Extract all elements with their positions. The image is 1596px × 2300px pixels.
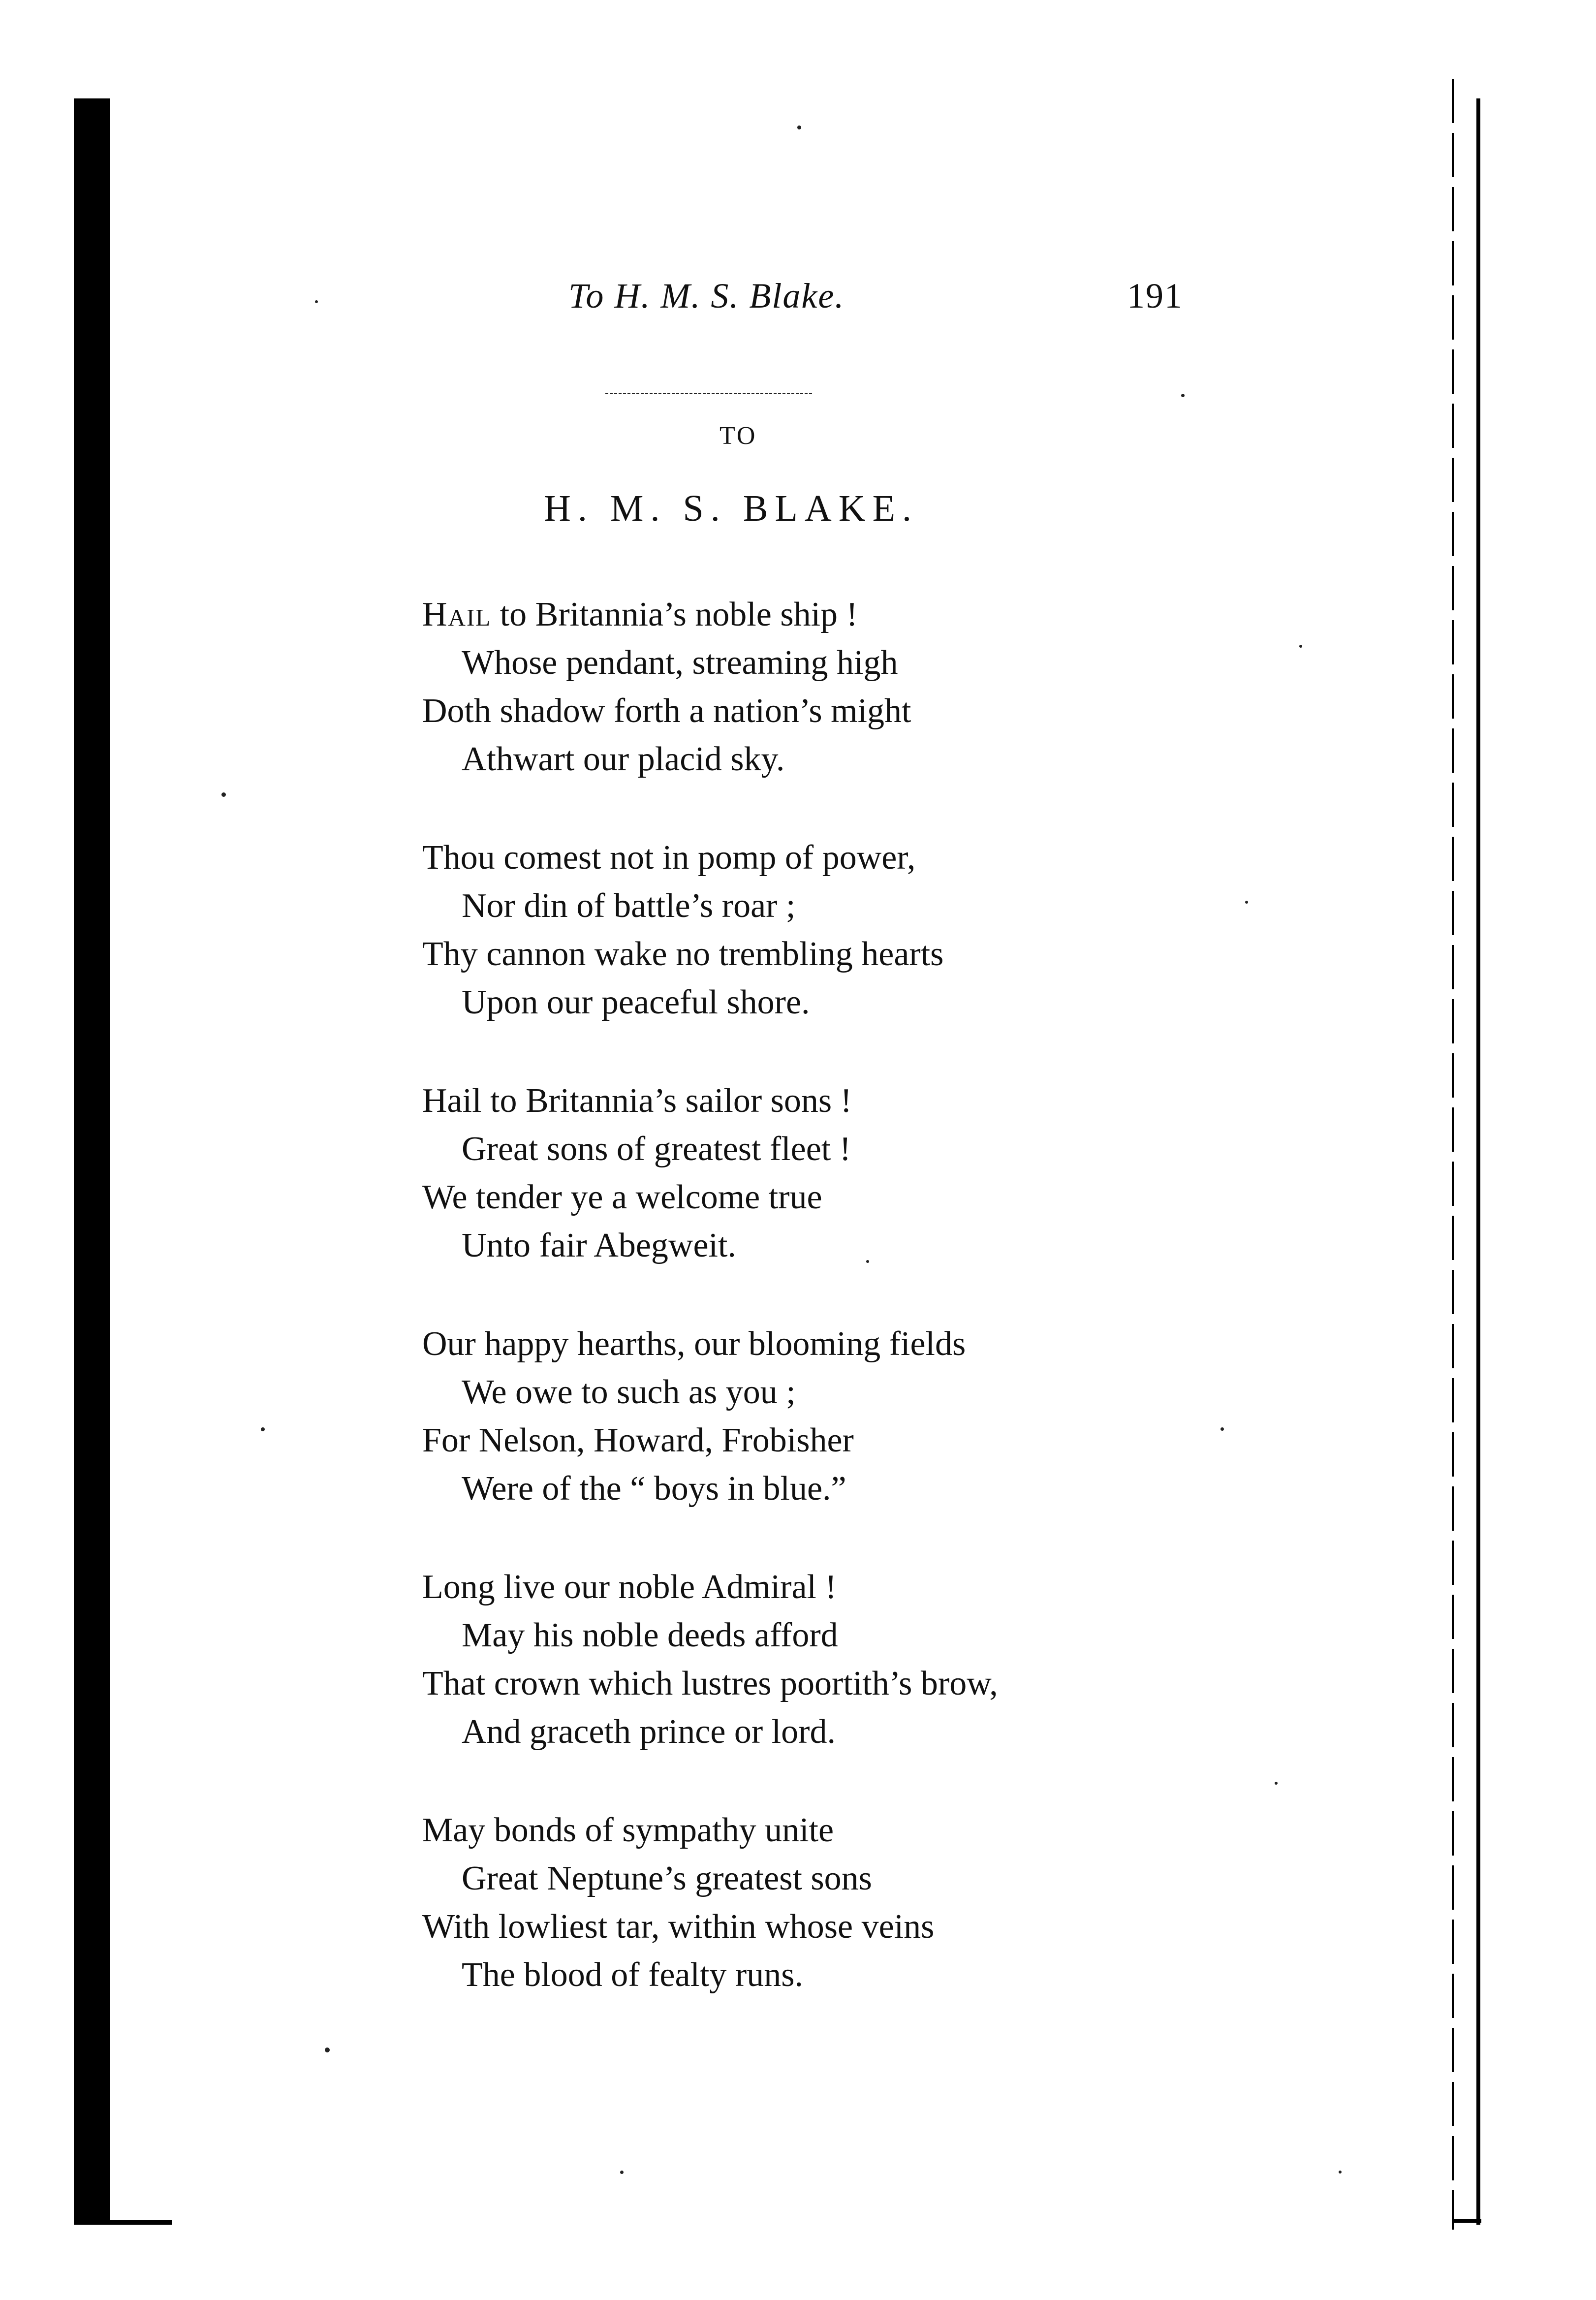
poem-line: Great sons of greatest fleet ! xyxy=(462,1130,851,1168)
stanza xyxy=(422,591,1160,784)
scan-speck xyxy=(797,126,801,129)
scan-speck xyxy=(1275,1782,1278,1785)
scan-speck xyxy=(866,1260,869,1263)
poem-line: Great Neptune’s greatest sons xyxy=(462,1859,872,1897)
poem-line: Hail to Britannia’s sailor sons ! xyxy=(422,1082,852,1120)
stanza xyxy=(422,1806,1160,1999)
poem-line: Were of the “ boys in blue.” xyxy=(462,1470,846,1508)
poem-line: Long live our noble Admiral ! xyxy=(422,1568,837,1606)
header-ornament-rule xyxy=(605,393,812,397)
scan-speck xyxy=(1220,1427,1224,1431)
poem-line: Thou comest not in pomp of power, xyxy=(422,839,916,877)
poem-line: Thy cannon wake no trembling hearts xyxy=(422,935,944,973)
scan-speck xyxy=(1299,645,1302,648)
stanza xyxy=(422,1320,1160,1513)
binding-shadow-left xyxy=(74,98,110,2225)
scan-speck xyxy=(325,2048,330,2052)
scan-speck xyxy=(315,300,318,303)
poem-line: Upon our peaceful shore. xyxy=(462,983,810,1021)
poem-line: And graceth prince or lord. xyxy=(462,1713,836,1751)
poem-line: For Nelson, Howard, Frobisher xyxy=(422,1421,854,1459)
poem-line xyxy=(422,591,1160,639)
poem-line: Nor din of battle’s roar ; xyxy=(462,887,796,925)
poem-line: Doth shadow forth a nation’s might xyxy=(422,692,911,730)
scan-speck xyxy=(620,2171,624,2174)
scan-speck xyxy=(221,792,226,797)
binding-shadow-foot xyxy=(74,2220,172,2225)
page-number: 191 xyxy=(1127,276,1183,315)
scan-speck xyxy=(261,1427,265,1431)
poem-line: Whose pendant, streaming high xyxy=(462,644,898,682)
poem-line: That crown which lustres poortith’s brow, xyxy=(422,1665,998,1702)
scan-speck xyxy=(1245,901,1248,904)
poem-line: Unto fair Abegweit. xyxy=(462,1227,736,1264)
poem-opening-word: Hail xyxy=(422,596,492,633)
scan-speck xyxy=(1181,394,1185,397)
poem-line: We owe to such as you ; xyxy=(462,1373,796,1411)
stanza xyxy=(422,834,1160,1027)
poem-body xyxy=(422,591,1160,2049)
poem-line-text: to Britannia’s noble ship ! xyxy=(491,596,858,633)
poem-line: We tender ye a welcome true xyxy=(422,1178,822,1216)
poem-heading-pre: TO xyxy=(720,422,757,450)
poem-line: With lowliest tar, within whose veins xyxy=(422,1908,935,1946)
page-edge-foot xyxy=(1452,2219,1481,2223)
poem-title: H. M. S. BLAKE. xyxy=(544,488,919,529)
running-title: To H. M. S. Blake. xyxy=(568,276,845,315)
page-edge-border xyxy=(1476,98,1480,2225)
poem-line: May his noble deeds afford xyxy=(462,1616,838,1654)
poem-line: May bonds of sympathy unite xyxy=(422,1811,834,1849)
poem-line: Athwart our placid sky. xyxy=(462,740,785,778)
scan-speck xyxy=(1339,2171,1342,2174)
poem-line: The blood of fealty runs. xyxy=(462,1956,803,1994)
stanza xyxy=(422,1077,1160,1270)
poem-line: Our happy hearths, our blooming fields xyxy=(422,1325,966,1363)
page-edge-rule xyxy=(1452,79,1454,2230)
stanza xyxy=(422,1563,1160,1756)
